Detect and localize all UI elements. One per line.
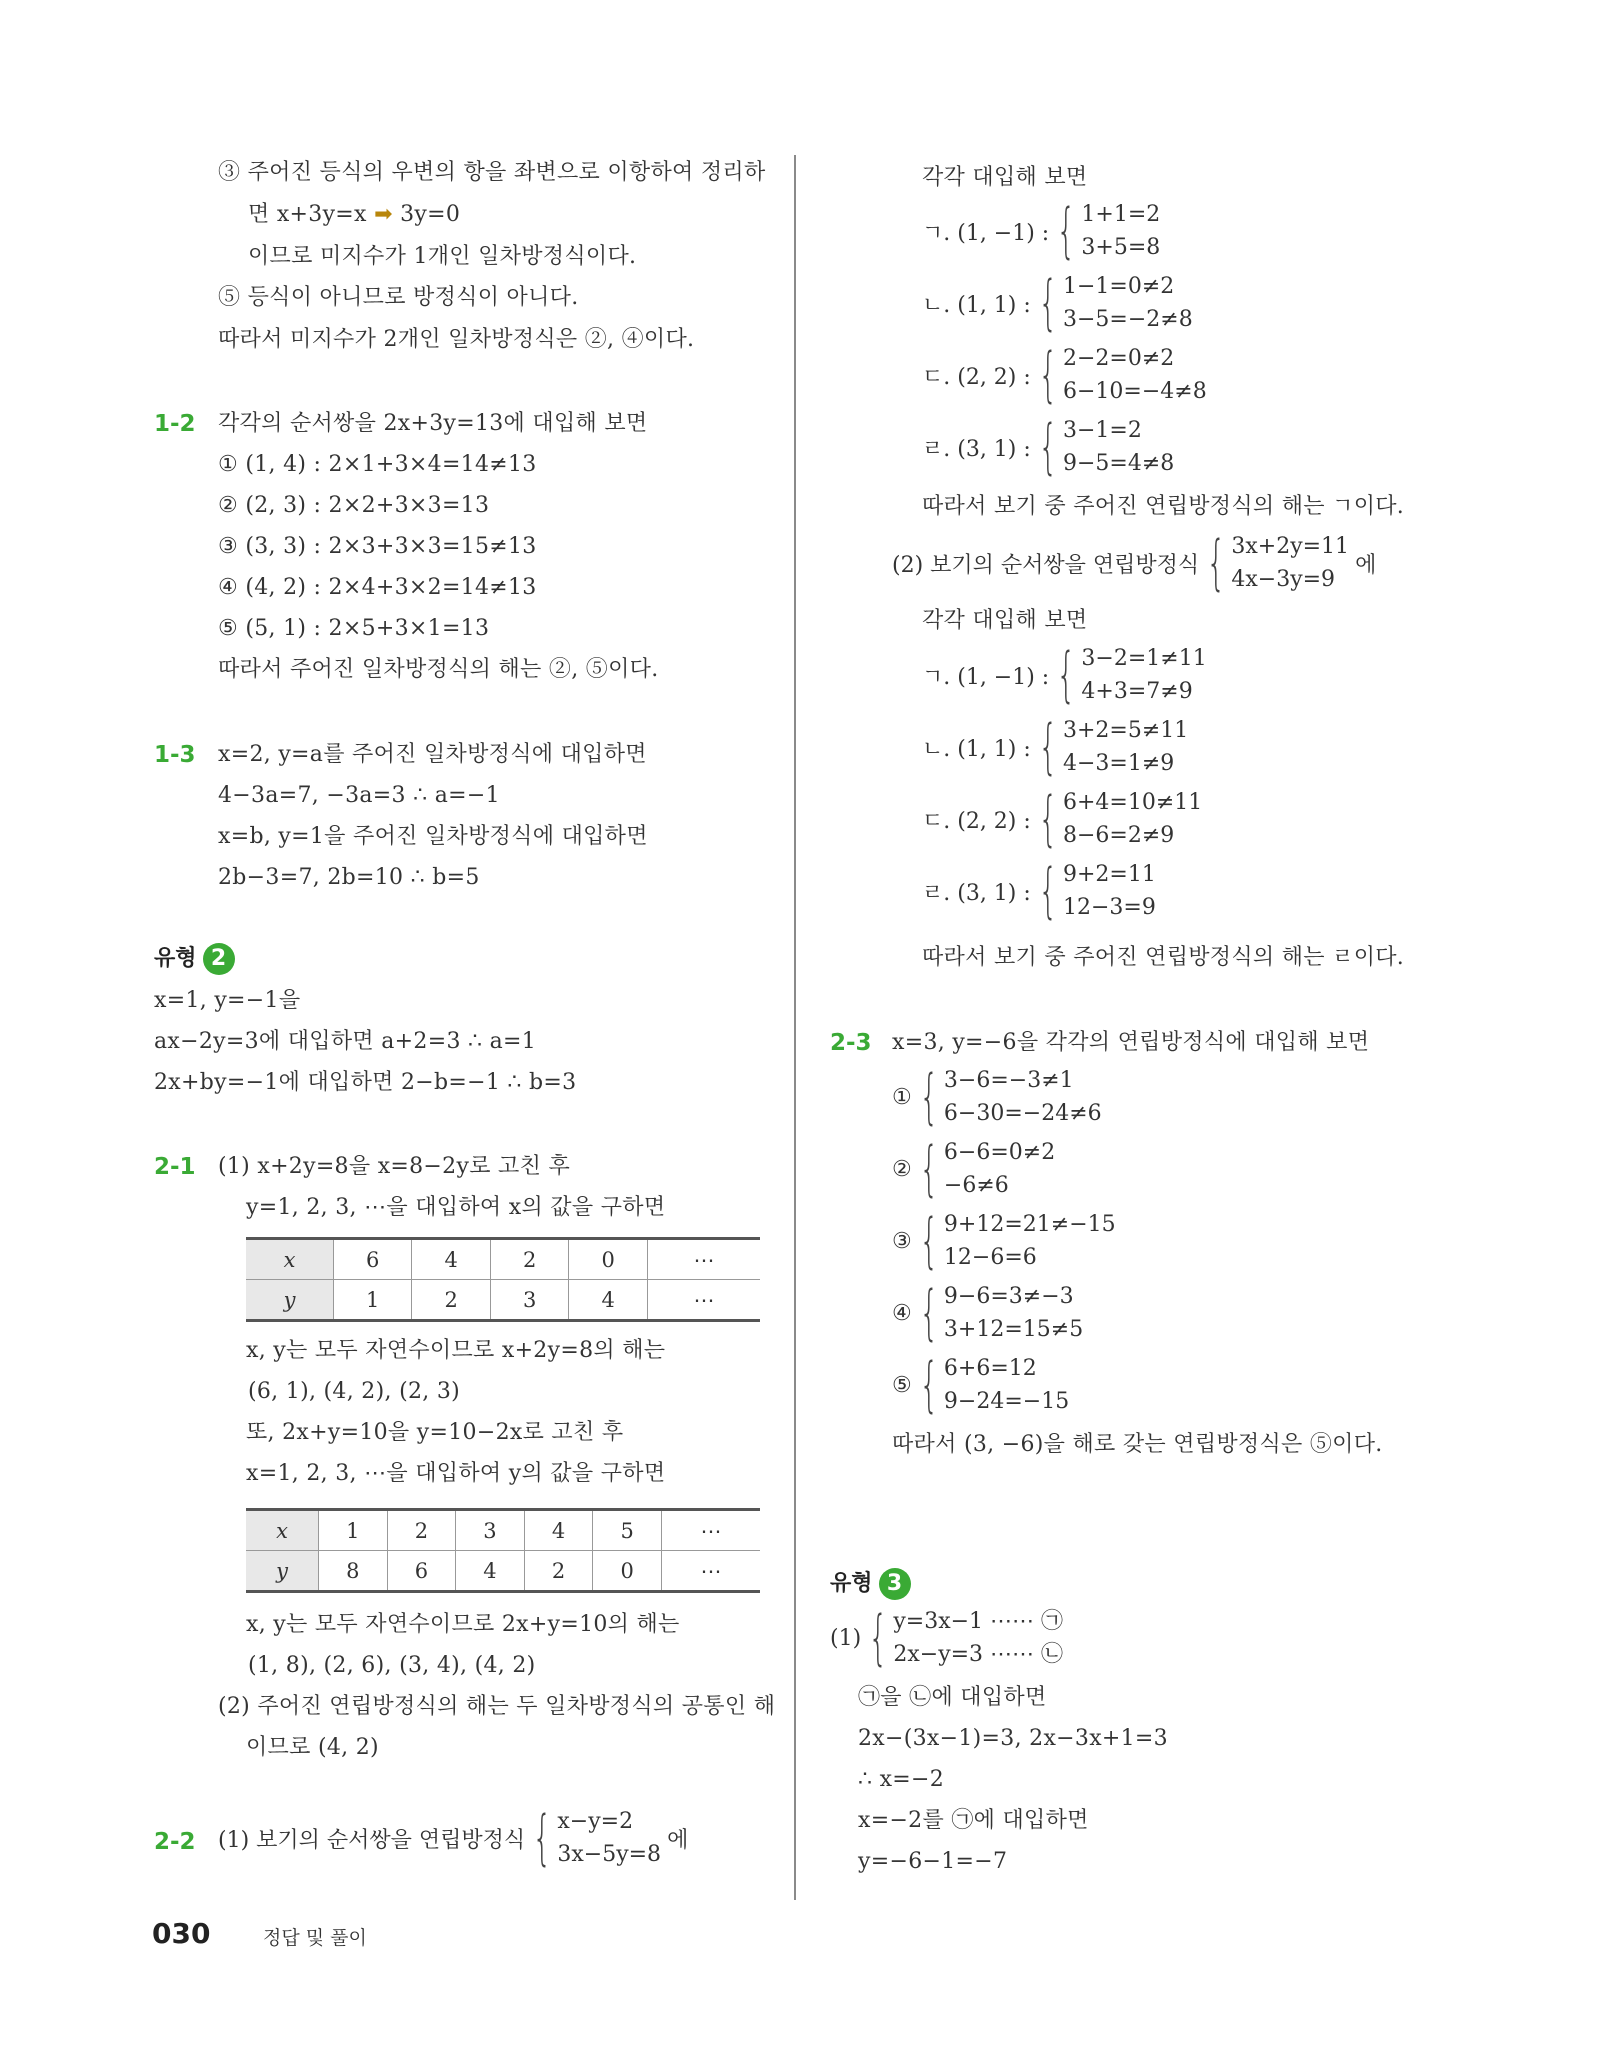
equation-row: 1+1=2	[1081, 202, 1161, 227]
equation-row: 9+12=21≠−15	[943, 1212, 1116, 1237]
equation-system	[922, 198, 1160, 264]
equation-row: 3+2=5≠11	[1062, 718, 1189, 743]
brace-icon: {	[1056, 640, 1076, 710]
equation-system	[892, 1136, 1055, 1202]
brace-icon: {	[1038, 412, 1058, 482]
equation-system	[892, 1280, 1083, 1346]
page-number: 030	[152, 1917, 211, 1950]
brace-icon: {	[532, 1803, 552, 1873]
problem-tag: 2-3	[830, 1030, 872, 1056]
problem-tag: 1-2	[154, 411, 196, 437]
system-label: ㄴ. (1, 1) :	[922, 292, 1031, 318]
system-label: (2) 보기의 순서쌍을 연립방정식	[892, 552, 1200, 578]
equation-row: 4+3=7≠9	[1081, 679, 1193, 704]
text-line: ㉠을 ㉡에 대입하면	[858, 1685, 1047, 1710]
equation-system	[922, 858, 1156, 924]
table-cell: 4	[524, 1510, 593, 1551]
text-line: ax−2y=3에 대입하면 a+2=3 ∴ a=1	[154, 1029, 537, 1054]
brace-icon: {	[919, 1350, 939, 1420]
table-cell: 2	[387, 1510, 456, 1551]
equation-system	[892, 1064, 1102, 1130]
text-line: 따라서 보기 중 주어진 연립방정식의 해는 ㄹ이다.	[922, 945, 1405, 970]
text-line: 따라서 주어진 일차방정식의 해는 ②, ⑤이다.	[218, 657, 659, 682]
type-label: 유형	[830, 1571, 873, 1596]
text-line: 각각 대입해 보면	[922, 165, 1088, 190]
brace-icon: {	[1038, 856, 1058, 926]
table-cell: 5	[593, 1510, 662, 1551]
equation-system	[830, 1605, 1063, 1671]
equation-row: 9−24=−15	[943, 1389, 1070, 1414]
table-cell: 6	[387, 1551, 456, 1592]
system-label: ①	[892, 1084, 912, 1110]
equation-row: 6+6=12	[943, 1356, 1037, 1381]
problem-tag: 2-1	[154, 1154, 196, 1180]
brace-icon: {	[1038, 784, 1058, 854]
equation-row: 9−5=4≠8	[1062, 451, 1175, 476]
text-line: (1, 8), (2, 6), (3, 4), (4, 2)	[248, 1653, 536, 1678]
table-cell: y	[246, 1280, 334, 1321]
table-cell: ⋯	[647, 1239, 760, 1280]
problem-tag: 2-2	[154, 1829, 196, 1855]
text-line: 2b−3=7, 2b=10 ∴ b=5	[218, 865, 480, 890]
table-cell: ⋯	[661, 1510, 760, 1551]
equation-row: 6−10=−4≠8	[1062, 379, 1207, 404]
text-line: x=1, 2, 3, ⋯을 대입하여 y의 값을 구하면	[246, 1461, 666, 1486]
equation-row: 6−30=−24≠6	[943, 1101, 1102, 1126]
system-label: ⑤	[892, 1372, 912, 1398]
text-line: y=−6−1=−7	[858, 1849, 1008, 1874]
equation-system	[922, 714, 1188, 780]
equation-row: 2−2=0≠2	[1062, 346, 1175, 371]
equation-system	[922, 270, 1193, 336]
text-line: x=−2를 ㉠에 대입하면	[858, 1808, 1089, 1833]
column-divider	[794, 155, 796, 1900]
system-label: ㄱ. (1, −1) :	[922, 664, 1050, 690]
value-table	[246, 1237, 760, 1322]
system-label: ④	[892, 1300, 912, 1326]
text-line: 따라서 (3, −6)을 해로 갖는 연립방정식은 ⑤이다.	[892, 1432, 1383, 1457]
type-number-badge: 2	[203, 943, 235, 975]
brace-icon: {	[1038, 340, 1058, 410]
table-cell: 6	[334, 1239, 412, 1280]
equation-system	[922, 342, 1207, 408]
equation-system	[922, 642, 1207, 708]
equation-system	[892, 530, 1376, 596]
text-line: (1) x+2y=8을 x=8−2y로 고친 후	[218, 1154, 570, 1179]
equation-row: 3+5=8	[1081, 235, 1161, 260]
brace-icon: {	[1206, 528, 1226, 598]
system-label: ㄷ. (2, 2) :	[922, 808, 1031, 834]
text-line: ③ 주어진 등식의 우변의 항을 좌변으로 이항하여 정리하	[218, 160, 766, 185]
equation-row: 4−3=1≠9	[1062, 751, 1175, 776]
equation-row: 4x−3y=9	[1231, 567, 1336, 592]
brace-icon: {	[1056, 196, 1076, 266]
brace-icon: {	[919, 1062, 939, 1132]
text-line: 따라서 미지수가 2개인 일차방정식은 ②, ④이다.	[218, 327, 695, 352]
equation-row: −6≠6	[943, 1173, 1009, 1198]
brace-icon: {	[868, 1603, 888, 1673]
type-heading	[154, 942, 235, 976]
text-line: x=b, y=1을 주어진 일차방정식에 대입하면	[218, 824, 648, 849]
equation-row: 8−6=2≠9	[1062, 823, 1175, 848]
equation-row: 9−6=3≠−3	[943, 1284, 1074, 1309]
table-cell: 2	[490, 1239, 568, 1280]
type-label: 유형	[154, 946, 197, 971]
equation-row: 3−6=−3≠1	[943, 1068, 1074, 1093]
list-item: ① (1, 4) : 2×1+3×4=14≠13	[218, 452, 537, 477]
table-cell: 2	[412, 1280, 490, 1321]
table-cell: 4	[456, 1551, 525, 1592]
equation-row: 3−2=1≠11	[1081, 646, 1207, 671]
arrow-icon: ➡	[374, 202, 393, 227]
type-heading	[830, 1567, 911, 1601]
system-label: ㄹ. (3, 1) :	[922, 436, 1031, 462]
text-line: x=3, y=−6을 각각의 연립방정식에 대입해 보면	[892, 1030, 1370, 1055]
table-cell: ⋯	[661, 1551, 760, 1592]
text-line: 2x+by=−1에 대입하면 2−b=−1 ∴ b=3	[154, 1070, 577, 1095]
text-line: 각각의 순서쌍을 2x+3y=13에 대입해 보면	[218, 411, 648, 436]
table-cell: 1	[334, 1280, 412, 1321]
equation-row: 3x−5y=8	[557, 1842, 662, 1867]
text-line: 이므로 (4, 2)	[246, 1735, 379, 1760]
equation-row: 12−6=6	[943, 1245, 1037, 1270]
list-item: ③ (3, 3) : 2×3+3×3=15≠13	[218, 534, 537, 559]
suffix-text: 에	[667, 1827, 689, 1853]
text-line: (2) 주어진 연립방정식의 해는 두 일차방정식의 공통인 해	[218, 1694, 776, 1719]
text-line: 또, 2x+y=10을 y=10−2x로 고친 후	[246, 1420, 624, 1445]
value-table	[246, 1508, 760, 1593]
equation-row: 3+12=15≠5	[943, 1317, 1084, 1342]
brace-icon: {	[919, 1278, 939, 1348]
equation-row: 12−3=9	[1062, 895, 1156, 920]
equation-text: 3y=0	[400, 202, 461, 227]
table-cell: 8	[319, 1551, 388, 1592]
table-cell: ⋯	[647, 1280, 760, 1321]
brace-icon: {	[1038, 268, 1058, 338]
equation-row: 3−5=−2≠8	[1062, 307, 1193, 332]
equation-row: x−y=2	[557, 1809, 634, 1834]
system-label: (1) 보기의 순서쌍을 연립방정식	[218, 1827, 526, 1853]
table-cell: 4	[412, 1239, 490, 1280]
table-cell: 3	[456, 1510, 525, 1551]
brace-icon: {	[919, 1134, 939, 1204]
text-line: (6, 1), (4, 2), (2, 3)	[248, 1379, 461, 1404]
equation-row: 9+2=11	[1062, 862, 1156, 887]
brace-icon: {	[919, 1206, 939, 1276]
equation-text: 면 x+3y=x	[248, 202, 367, 227]
text-line: x, y는 모두 자연수이므로 2x+y=10의 해는	[246, 1612, 680, 1637]
table-cell: 0	[593, 1551, 662, 1592]
system-label: ㄴ. (1, 1) :	[922, 736, 1031, 762]
list-item: ④ (4, 2) : 2×4+3×2=14≠13	[218, 575, 537, 600]
text-line: 이므로 미지수가 1개인 일차방정식이다.	[248, 244, 637, 269]
system-label: ㄱ. (1, −1) :	[922, 220, 1050, 246]
equation-system	[892, 1352, 1069, 1418]
text-line	[248, 200, 460, 230]
type-number-badge: 3	[879, 1568, 911, 1600]
equation-row: 6−6=0≠2	[943, 1140, 1056, 1165]
table-cell: 0	[569, 1239, 647, 1280]
equation-system	[218, 1805, 688, 1871]
text-line: ∴ x=−2	[858, 1767, 945, 1792]
text-line: 4−3a=7, −3a=3 ∴ a=−1	[218, 783, 500, 808]
system-label: ②	[892, 1156, 912, 1182]
equation-row: 6+4=10≠11	[1062, 790, 1203, 815]
table-cell: x	[246, 1239, 334, 1280]
equation-row: 3−1=2	[1062, 418, 1142, 443]
table-cell: 2	[524, 1551, 593, 1592]
table-cell: y	[246, 1551, 319, 1592]
problem-tag: 1-3	[154, 742, 196, 768]
list-item: ⑤ (5, 1) : 2×5+3×1=13	[218, 616, 490, 641]
text-line: ⑤ 등식이 아니므로 방정식이 아니다.	[218, 285, 579, 310]
equation-system	[922, 414, 1174, 480]
brace-icon: {	[1038, 712, 1058, 782]
table-cell: 4	[569, 1280, 647, 1321]
system-label: ㄹ. (3, 1) :	[922, 880, 1031, 906]
equation-system	[892, 1208, 1116, 1274]
system-label: ③	[892, 1228, 912, 1254]
suffix-text: 에	[1355, 552, 1377, 578]
text-line: 따라서 보기 중 주어진 연립방정식의 해는 ㄱ이다.	[922, 494, 1405, 519]
text-line: x=1, y=−1을	[154, 988, 301, 1013]
table-cell: 3	[490, 1280, 568, 1321]
text-line: 각각 대입해 보면	[922, 608, 1088, 633]
equation-row: 3x+2y=11	[1231, 534, 1350, 559]
equation-row: 2x−y=3 ⋯⋯ ㉡	[893, 1642, 1064, 1667]
text-line: x=2, y=a를 주어진 일차방정식에 대입하면	[218, 742, 647, 767]
equation-row: y=3x−1 ⋯⋯ ㉠	[893, 1609, 1064, 1634]
footer-title: 정답 및 풀이	[263, 1927, 367, 1949]
equation-row: 1−1=0≠2	[1062, 274, 1175, 299]
table-cell: 1	[319, 1510, 388, 1551]
text-line: y=1, 2, 3, ⋯을 대입하여 x의 값을 구하면	[246, 1195, 666, 1220]
list-item: ② (2, 3) : 2×2+3×3=13	[218, 493, 490, 518]
system-label: (1)	[830, 1625, 862, 1651]
equation-system	[922, 786, 1202, 852]
text-line: x, y는 모두 자연수이므로 x+2y=8의 해는	[246, 1338, 666, 1363]
table-cell: x	[246, 1510, 319, 1551]
system-label: ㄷ. (2, 2) :	[922, 364, 1031, 390]
text-line: 2x−(3x−1)=3, 2x−3x+1=3	[858, 1726, 1168, 1751]
